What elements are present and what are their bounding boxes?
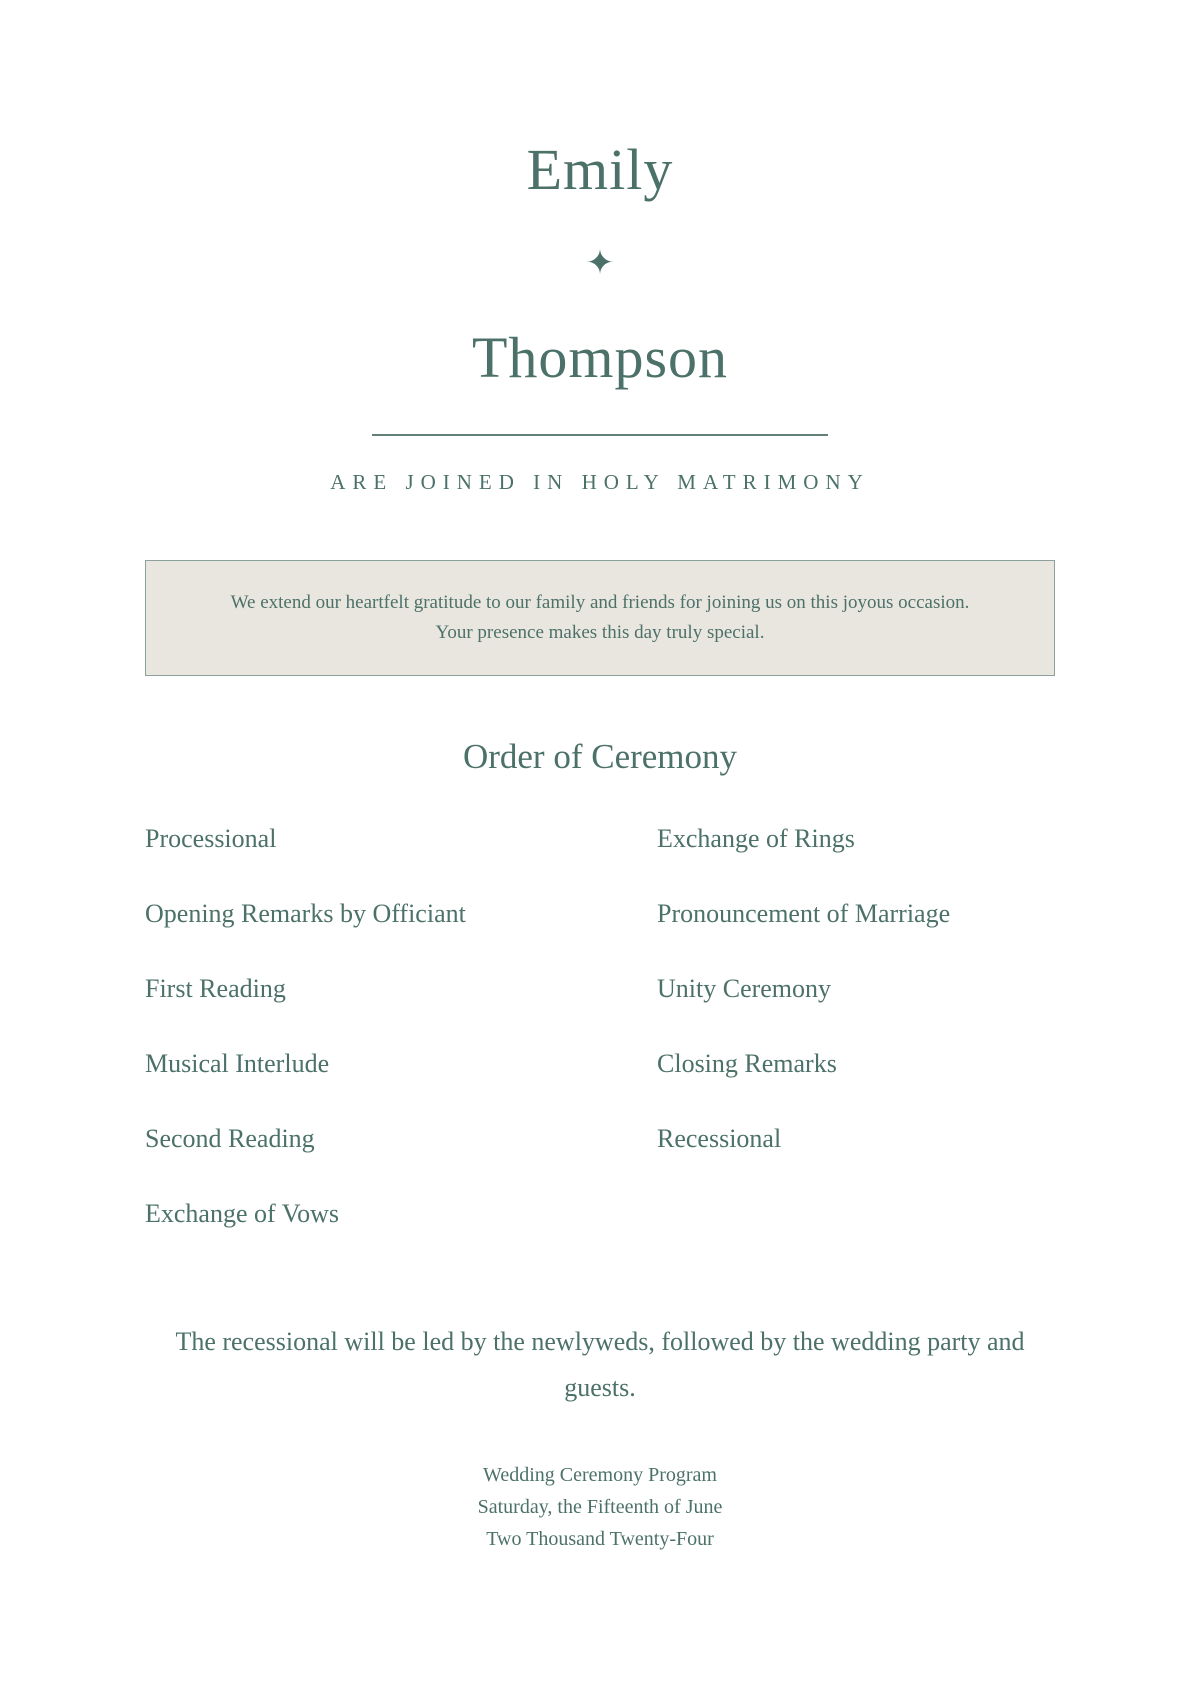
ceremony-item-processional: Processional	[145, 824, 277, 853]
ceremony-item-exchange-of-rings: Exchange of Rings	[657, 824, 855, 853]
gratitude-line-1: We extend our heartfelt gratitude to our family and friends for joining us on this joyous occasion.	[230, 592, 970, 613]
ceremony-list-right-column	[657, 822, 1055, 1272]
program-footer	[145, 1459, 1055, 1555]
footer-program-title: Wedding Ceremony Program	[483, 1464, 717, 1486]
ceremony-item-musical-interlude: Musical Interlude	[145, 1049, 330, 1078]
horizontal-divider	[372, 434, 828, 436]
ceremony-item-opening-remarks: Opening Remarks by Officiant	[145, 899, 466, 928]
ceremony-item-closing-remarks: Closing Remarks	[657, 1049, 837, 1078]
last-name-title: Thompson	[471, 325, 729, 390]
ceremony-item-exchange-of-vows: Exchange of Vows	[145, 1199, 340, 1228]
footer-date-line: Saturday, the Fifteenth of June	[477, 1496, 723, 1518]
ceremony-item-pronouncement: Pronouncement of Marriage	[657, 899, 951, 928]
gratitude-box	[145, 560, 1055, 676]
ceremony-item-second-reading: Second Reading	[145, 1124, 315, 1153]
matrimony-subtitle: ARE JOINED IN HOLY MATRIMONY	[330, 470, 870, 494]
ceremony-item-recessional: Recessional	[657, 1124, 782, 1153]
program-content	[145, 0, 1055, 1555]
diamond-icon: ✦	[585, 245, 615, 282]
recessional-note: The recessional will be led by the newlyweds, followed by the wedding party and guests.	[175, 1327, 1025, 1402]
order-of-ceremony-heading: Order of Ceremony	[462, 737, 738, 776]
ceremony-item-first-reading: First Reading	[145, 974, 286, 1003]
ceremony-list	[145, 822, 1055, 1272]
gratitude-line-2: Your presence makes this day truly special.	[435, 622, 765, 643]
footer-year-line: Two Thousand Twenty-Four	[486, 1528, 714, 1550]
ceremony-list-left-column	[145, 822, 657, 1272]
ceremony-item-unity-ceremony: Unity Ceremony	[657, 974, 832, 1003]
first-name-title: Emily	[526, 137, 674, 202]
